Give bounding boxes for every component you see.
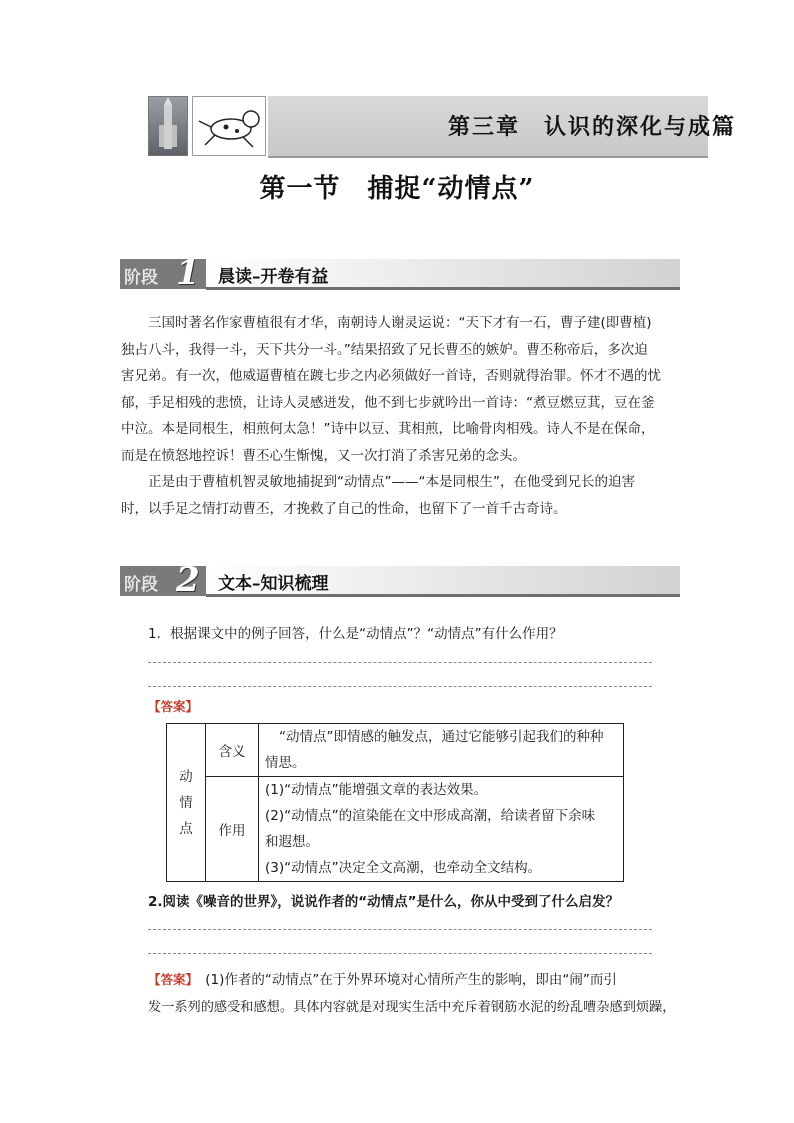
answer-2 <box>148 966 688 1022</box>
reading-line: 而是在愤怒地控诉！曹丕心生惭愧，又一次打消了杀害兄弟的念头。 <box>121 447 526 464</box>
answer-2-line: 发一系列的感受和感想。具体内容就是对现实生活中充斥着钢筋水泥的纷乱嘈杂感到烦躁， <box>148 1000 676 1015</box>
dog-illustration <box>192 96 266 156</box>
reading-line: 三国时著名作家曹植很有才华，南朝诗人谢灵运说：“天下才有一石，曹子建(即曹植) <box>148 315 652 331</box>
answer-line <box>148 953 652 954</box>
table-row-head: 动情点 <box>167 724 206 882</box>
answer-tag: 【答案】 <box>148 699 199 714</box>
stage-number: 1 <box>176 253 200 293</box>
reading-line: 中泣。本是同根生，相煎何太急！”诗中以豆、萁相煎，比喻骨肉相残。诗人不是在保命， <box>121 421 655 437</box>
answer-line <box>148 686 652 687</box>
question-1: 1．根据课文中的例子回答，什么是“动情点”？“动情点”有什么作用？ <box>148 626 563 642</box>
answer-tag: 【答案】 <box>148 972 192 987</box>
meaning-label: 含义 <box>206 724 259 777</box>
answer-line <box>148 929 652 930</box>
reading-line: 正是由于曹植机智灵敏地捕捉到“动情点”——“本是同根生”，在他受到兄长的迫害 <box>148 474 635 490</box>
answer-table <box>166 723 624 882</box>
chapter-banner <box>148 96 737 156</box>
stage-title: 文本–知识梳理 <box>218 574 329 594</box>
function-cell: (1)“动情点”能增强文章的表达效果。 (2)“动情点”的渲染能在文中形成高潮，给读者留下余味 和遐想。 (3)“动情点”决定全文高潮，也牵动全文结构。 <box>259 777 624 882</box>
stage-title: 晨读–开卷有益 <box>218 267 329 287</box>
reading-line: 郁，手足相残的悲愤，让诗人灵感迸发，他不到七步就吟出一首诗：“煮豆燃豆萁，豆在釜 <box>121 394 655 411</box>
meaning-cell: “动情点”即情感的触发点，通过它能够引起我们的种种 情思。 <box>259 724 624 777</box>
stage-2-header <box>120 560 680 600</box>
stage-1-header <box>120 253 680 293</box>
stage-number: 2 <box>176 560 200 600</box>
reading-passage <box>121 310 668 522</box>
answer-line <box>148 662 652 663</box>
reading-line: 时，以手足之情打动曹丕，才挽救了自己的性命，也留下了一首千古奇诗。 <box>121 500 567 517</box>
chapter-title: 第三章 认识的深化与成篇 <box>448 114 737 140</box>
question-2: 2.阅读《噪音的世界》，说说作者的“动情点”是什么，你从中受到了什么启发？ <box>148 894 620 910</box>
answer-2-line: (1)作者的“动情点”在于外界环境对心情所产生的影响，即由“闹”而引 <box>191 972 617 988</box>
rocket-image <box>148 96 188 156</box>
stage-label: 阶段 <box>124 268 158 288</box>
function-label: 作用 <box>206 777 259 882</box>
reading-line: 独占八斗，我得一斗，天下共分一斗。”结果招致了兄长曹丕的嫉妒。曹丕称帝后，多次迫 <box>121 341 648 358</box>
stage-label: 阶段 <box>124 575 158 595</box>
section-title: 第一节 捕捉“动情点” <box>259 174 535 204</box>
reading-line: 害兄弟。有一次，他威逼曹植在踱七步之内必须做好一首诗，否则就得治罪。怀才不遇的忧 <box>121 368 661 384</box>
